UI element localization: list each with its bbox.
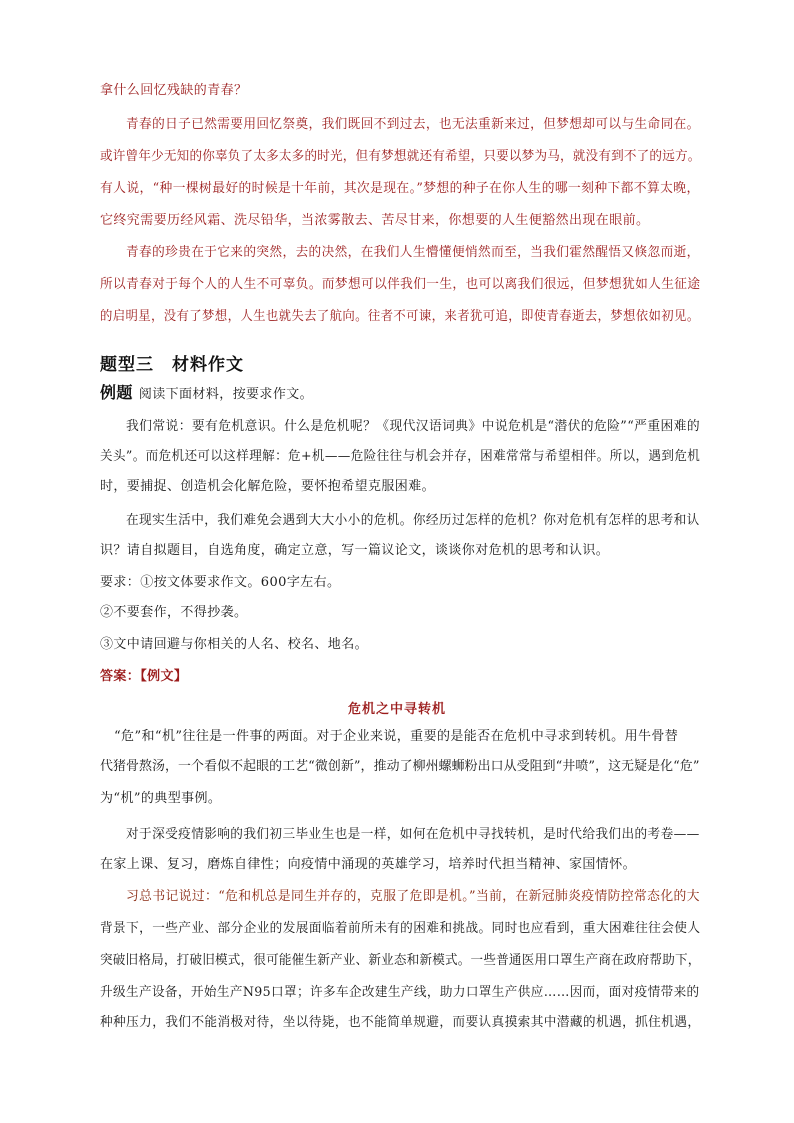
- material-line: 我们常说：要有危机意识。什么是危机呢？《现代汉语词典》中说危机是“潜伏的危险”“严重困难的: [126, 419, 701, 434]
- essay-line: 种种压力，我们不能消极对待，坐以待毙，也不能简单规避，而要认真摸索其中潜藏的机遇，抓住机遇，: [100, 1015, 701, 1030]
- answer-label: 答案：: [100, 669, 141, 684]
- answer-header: [100, 668, 187, 686]
- excerpt-line: 青春的珍贵在于它来的突然，去的决然，在我们人生懵懂便悄然而至，当我们霍然醒悟又倏忽而逝，: [126, 245, 700, 260]
- material-line: 在现实生活中，我们难免会遇到大大小小的危机。你经历过怎样的危机？你对危机有怎样的思考和认: [126, 513, 700, 528]
- section-heading: 题型三 材料作文: [100, 355, 244, 375]
- essay-line: 背景下，一些产业、部分企业的发展面临着前所未有的困难和挑战。同时也应看到，重大困难往往会使人: [100, 921, 701, 936]
- essay-line-text: 代猪骨熬汤，一个看似不起眼的工艺“微创新”，推动了柳州螺蛳粉出口从受阻到“井喷”，这无疑是化“危”: [100, 759, 700, 774]
- essay-line: 突破旧格局，打破旧模式，很可能催生新产业、新业态和新模式。一些普通医用口罩生产商在政府帮助下，: [100, 953, 701, 968]
- essay-line-text: “危”和“机”往往是一件事的两面。对于企业来说，重要的是能否在危机中寻求到转机。用牛骨替: [114, 729, 679, 744]
- answer-tag: 【例文】: [140, 669, 188, 684]
- requirement-line: 要求：①按文体要求作文。600字左右。: [100, 575, 341, 590]
- excerpt-line: 的启明星，没有了梦想，人生也就失去了航向。往者不可谏，来者犹可追，即使青春逝去，梦想依如初见。: [100, 309, 700, 324]
- material-line: 识？请自拟题目，自选角度，确定立意，写一篇议论文，谈谈你对危机的思考和认识。: [100, 543, 610, 558]
- excerpt-line: 或许曾年少无知的你辜负了太多太多的时光，但有梦想就还有希望，只要以梦为马，就没有到不了的远方。: [100, 149, 701, 164]
- essay-title: 危机之中寻转机: [347, 702, 446, 717]
- material-line: 关头”。而危机还可以这样理解：危+机——危险往往与机会并存，困难常常与希望相伴。所以，遇到危机: [100, 449, 701, 464]
- excerpt-line: 有人说，“种一棵树最好的时候是十年前，其次是现在。”梦想的种子在你人生的哪一刻种下都不算太晚，: [100, 181, 700, 196]
- example-instruction: 阅读下面材料，按要求作文。: [138, 387, 314, 402]
- essay-line: 对于深受疫情影响的我们初三毕业生也是一样，如何在危机中寻找转机，是时代给我们出的考卷——: [126, 827, 700, 842]
- excerpt-line: 拿什么回忆残缺的青春？: [100, 83, 248, 98]
- essay-line: [100, 758, 700, 776]
- example-label: 例题: [100, 383, 133, 402]
- essay-line: 习总书记说过：“危和机总是同生并存的，克服了危即是机。”当前，在新冠肺炎疫情防控常态化的大: [126, 889, 700, 904]
- requirement-line: ②不要套作，不得抄袭。: [100, 605, 248, 620]
- essay-line: [114, 728, 678, 746]
- example-header: [100, 384, 313, 404]
- excerpt-line: 所以青春对于每个人的人生不可辜负。而梦想可以伴我们一生，也可以离我们很远，但梦想犹如人生征途: [100, 277, 701, 292]
- requirement-line: ③文中请回避与你相关的人名、校名、地名。: [100, 637, 369, 652]
- essay-line: 在家上课、复习，磨炼自律性；向疫情中涌现的英雄学习，培养时代担当精神、家国情怀。: [100, 857, 637, 872]
- excerpt-line: 它终究需要历经风霜、洗尽铅华，当浓雾散去、苦尽甘来，你想要的人生便豁然出现在眼前。: [100, 213, 650, 228]
- excerpt-line: 青春的日子已然需要用回忆祭奠，我们既回不到过去，也无法重新来过，但梦想却可以与生命同在。: [126, 117, 700, 132]
- essay-line: 升级生产设备，开始生产N95口罩；许多车企改建生产线，助力口罩生产供应……因而，面对疫情带来的: [100, 985, 700, 1000]
- material-line: 时，要捕捉、创造机会化解危险，要怀抱希望克服困难。: [100, 479, 436, 494]
- essay-line: 为“机”的典型事例。: [100, 791, 222, 806]
